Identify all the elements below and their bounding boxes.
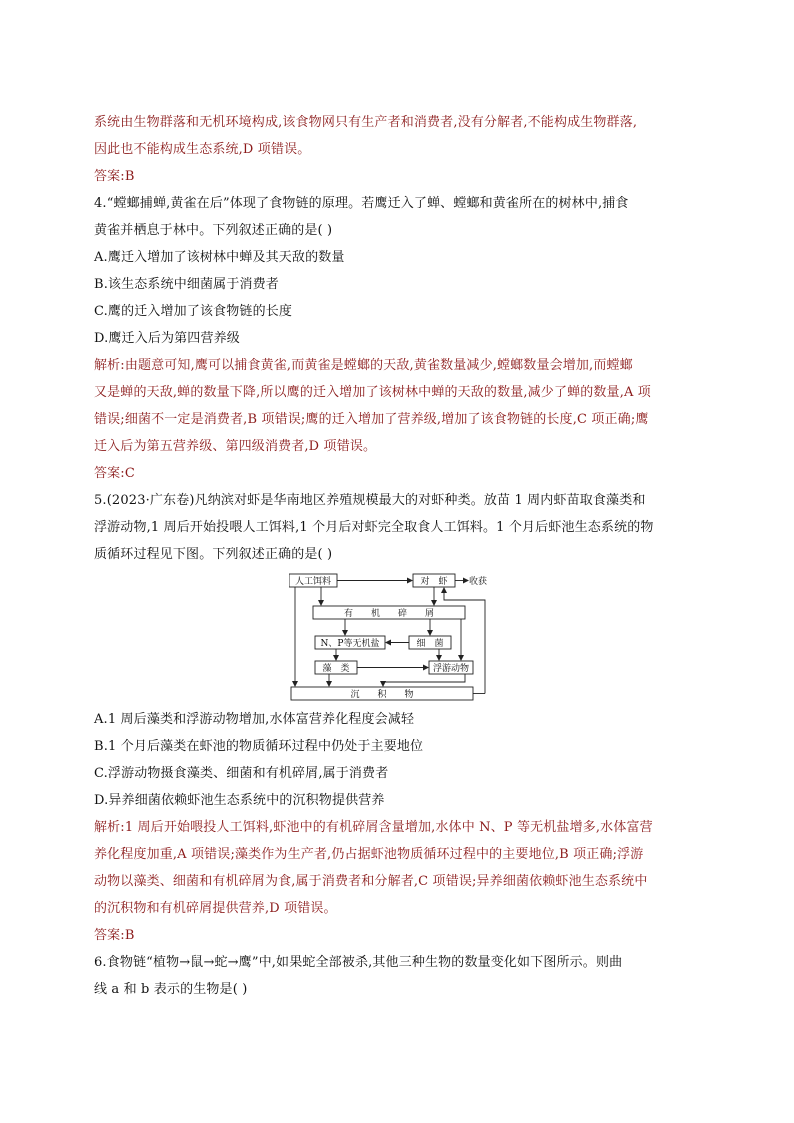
question-6-stem: 线 a 和 b 表示的生物是( ) [94, 982, 248, 997]
option-b: B.该生态系统中细菌属于消费者 [94, 277, 279, 292]
arrow-sediment-shrimp-path [484, 600, 485, 694]
analysis-line: 因此也不能构成生态系统,D 项错误。 [94, 142, 311, 157]
arrow-zooplankton-sediment [383, 674, 465, 686]
analysis-line: 解析:1 周后开始喂投人工饵料,虾池中的有机碎屑含量增加,水体中 N、P 等无机盐增多,水体富营 [94, 820, 653, 835]
arrow-sediment-shrimp [444, 588, 485, 600]
answer-q3: 答案:B [94, 169, 135, 184]
analysis-line: 又是蝉的天敌,蝉的数量下降,所以鹰的迁入增加了该树林中蝉的天敌的数量,减少了蝉的数量,A 项 [94, 385, 651, 400]
label-shrimp: 对 虾 [420, 577, 448, 587]
label-bacteria: 细 菌 [416, 639, 444, 649]
option-d: D.异养细菌依赖虾池生态系统中的沉积物提供营养 [94, 793, 385, 808]
analysis-line: 动物以藻类、细菌和有机碎屑为食,属于消费者和分解者,C 项错误;异养细菌依赖虾池生态系统中 [94, 874, 648, 889]
analysis-line: 养化程度加重,A 项错误;藻类作为生产者,仍占据虾池物质循环过程中的主要地位,B 项正确;浮游 [94, 847, 644, 862]
label-feed: 人工饵料 [294, 577, 332, 587]
question-4-stem: 黄雀并栖息于林中。下列叙述正确的是( ) [94, 223, 333, 238]
label-zooplankton: 浮游动物 [432, 664, 470, 674]
question-6-stem: 6.食物链“植物→鼠→蛇→鹰”中,如果蛇全部被杀,其他三种生物的数量变化如下图所示。则曲 [94, 955, 623, 970]
question-4-stem: 4.“螳螂捕蝉,黄雀在后”体现了食物链的原理。若鹰迁入了蝉、螳螂和黄雀所在的树林中,捕食 [94, 196, 629, 211]
analysis-line: 错误;细菌不一定是消费者,B 项错误;鹰的迁入增加了营养级,增加了该食物链的长度,C 项正确;鹰 [94, 412, 649, 427]
question-5-stem: 5.(2023·广东卷)凡纳滨对虾是华南地区养殖规模最大的对虾种类。放苗 1 周内虾苗取食藻类和 [94, 493, 646, 508]
analysis-line: 的沉积物和有机碎屑提供营养,D 项错误。 [94, 901, 337, 916]
analysis-line: 迁入后为第五营养级、第四级消费者,D 项错误。 [94, 439, 377, 454]
nutrient-cycle-diagram [289, 572, 489, 704]
option-a: A.1 周后藻类和浮游动物增加,水体富营养化程度会减轻 [94, 712, 415, 727]
analysis-line: 解析:由题意可知,鹰可以捕食黄雀,而黄雀是螳螂的天敌,黄雀数量减少,螳螂数量会增加,而螳螂 [94, 358, 633, 373]
answer-q4: 答案:C [94, 466, 135, 481]
option-d: D.鹰迁入后为第四营养级 [94, 331, 240, 346]
label-salts: N、P等无机盐 [320, 639, 380, 649]
question-5-stem: 质循环过程见下图。下列叙述正确的是( ) [94, 547, 333, 562]
option-c: C.浮游动物摄食藻类、细菌和有机碎屑,属于消费者 [94, 766, 389, 781]
label-detritus: 有 机 碎 屑 [343, 609, 435, 619]
label-algae: 藻 类 [322, 664, 350, 674]
option-a: A.鹰迁入增加了该树林中蝉及其天敌的数量 [94, 250, 345, 265]
question-5-stem: 浮游动物,1 周后开始投喂人工饵料,1 个月后对虾完全取食人工饵料。1 个月后虾池生态系统的物 [94, 520, 654, 535]
label-harvest: 收获 [469, 577, 488, 587]
analysis-line: 系统由生物群落和无机环境构成,该食物网只有生产者和消费者,没有分解者,不能构成生物群落, [94, 115, 638, 130]
answer-q5: 答案:B [94, 928, 135, 943]
label-sediment: 沉 积 物 [350, 690, 414, 700]
option-c: C.鹰的迁入增加了该食物链的长度 [94, 304, 293, 319]
option-b: B.1 个月后藻类在虾池的物质循环过程中仍处于主要地位 [94, 739, 424, 754]
